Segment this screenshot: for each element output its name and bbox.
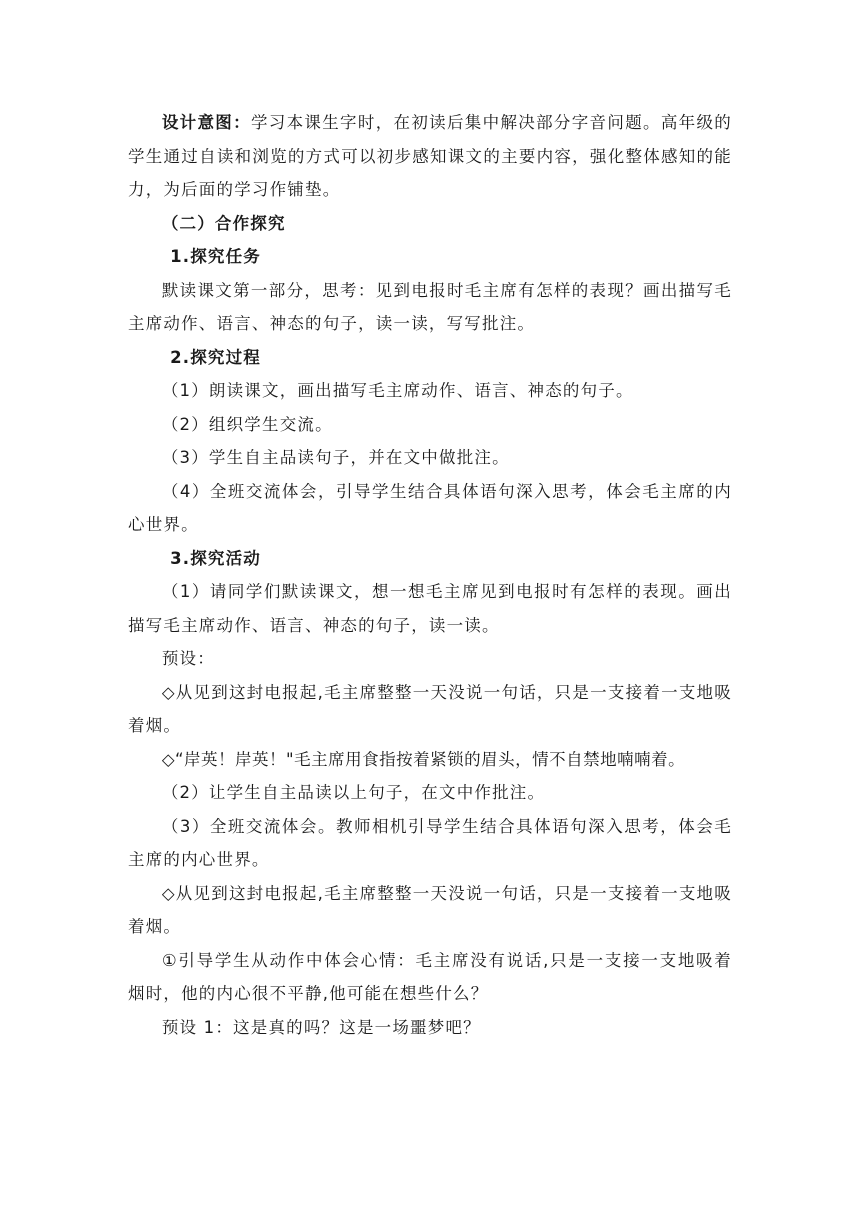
guide-item-1: ①引导学生从动作中体会心情：毛主席没有说话,只是一支接一支地吸着烟时，他的内心很不平静,他可能在想些什么？ <box>128 950 732 1003</box>
activity-item-1: （1）请同学们默读课文，想一想毛主席见到电报时有怎样的表现。画出描写毛主席动作、语言、神态的句子，读一读。 <box>128 582 732 635</box>
process-item-4: （4）全班交流体会，引导学生结合具体语句深入思考，体会毛主席的内心世界。 <box>128 481 732 534</box>
activity-heading: 3.探究活动 <box>170 548 262 568</box>
activity-item-2: （2）让学生自主品读以上句子，在文中作批注。 <box>161 783 546 802</box>
section-two-heading: （二）合作探究 <box>161 213 286 233</box>
design-intent-paragraph <box>128 106 732 207</box>
preset-1: 预设 1：这是真的吗？这是一场噩梦吧？ <box>161 1017 481 1037</box>
process-item-1: （1）朗读课文，画出描写毛主席动作、语言、神态的句子。 <box>161 381 634 400</box>
quote-2: ◇“岸英！岸英！"毛主席用食指按着紧锁的眉头，情不自禁地喃喃着。 <box>161 749 686 769</box>
quote-3: ◇从见到这封电报起,毛主席整整一天没说一句话，只是一支接着一支地吸着烟。 <box>128 883 732 936</box>
document-body <box>128 106 732 1044</box>
quote-1: ◇从见到这封电报起,毛主席整整一天没说一句话，只是一支接着一支地吸着烟。 <box>128 682 732 735</box>
task-heading: 1.探究任务 <box>170 247 262 266</box>
process-heading: 2.探究过程 <box>170 347 262 367</box>
design-intent-text: 学习本课生字时，在初读后集中解决部分字音问题。高年级的学生通过自读和浏览的方式可以初步感知课文的主要内容，强化整体感知的能力，为后面的学习作铺垫。 <box>128 113 733 199</box>
activity-item-3: （3）全班交流体会。教师相机引导学生结合具体语句深入思考，体会毛主席的内心世界。 <box>128 816 732 869</box>
process-item-2: （2）组织学生交流。 <box>161 414 333 434</box>
process-item-3: （3）学生自主品读句子，并在文中做批注。 <box>161 448 510 467</box>
design-intent-label: 设计意图： <box>161 113 251 132</box>
task-text: 默读课文第一部分，思考：见到电报时毛主席有怎样的表现？画出描写毛主席动作、语言、神态的句子，读一读，写写批注。 <box>128 280 732 333</box>
preset-label: 预设： <box>161 649 215 668</box>
